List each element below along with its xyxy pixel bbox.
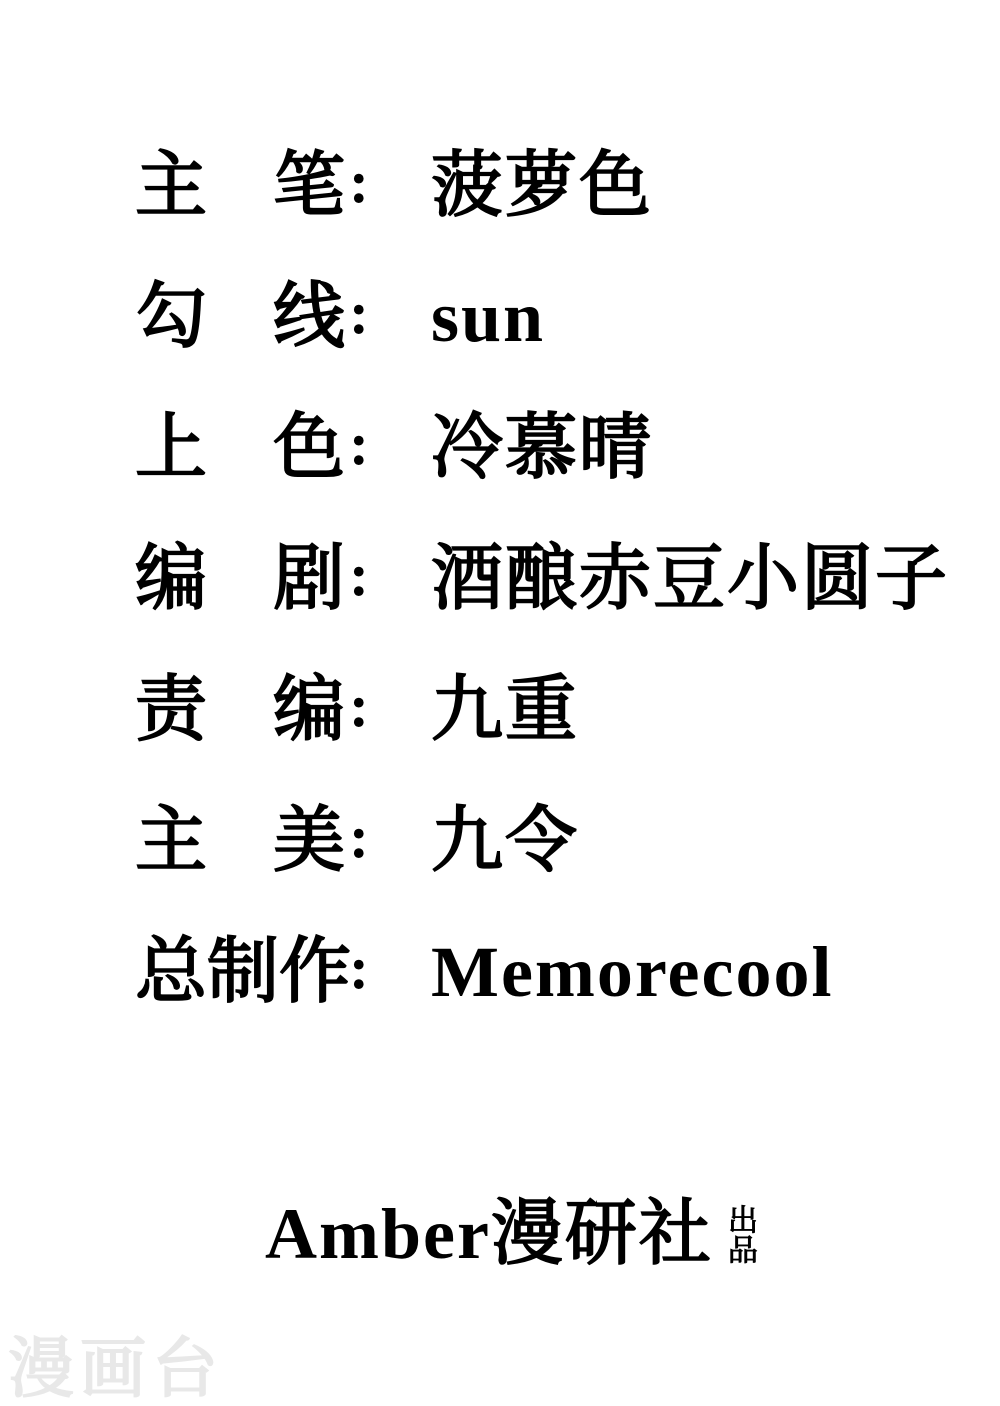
credit-row-main-artist: [135, 120, 965, 251]
credit-name: sun: [430, 276, 546, 357]
credit-colon: :: [349, 279, 369, 346]
credit-name: Memorecool: [430, 931, 834, 1012]
credit-colon: :: [349, 148, 369, 215]
credit-role-label: 总制作: [135, 931, 352, 1012]
credit-row-art-director: [135, 775, 965, 906]
credit-name: 菠萝色: [430, 145, 653, 226]
studio-signature: [265, 1194, 756, 1274]
credit-role-label: 责编: [135, 669, 345, 750]
credit-role-label: 上色: [135, 407, 345, 488]
credit-name: 九令: [430, 800, 579, 881]
manhuatai-watermark: 漫画台: [8, 1333, 224, 1406]
credit-row-chief-production: [135, 906, 965, 1037]
credits-list: [135, 120, 965, 1037]
credit-colon: :: [349, 934, 369, 1001]
credit-row-editor: [135, 644, 965, 775]
credit-colon: :: [349, 672, 369, 739]
credit-row-line-art: [135, 251, 965, 382]
credit-colon: :: [349, 410, 369, 477]
credit-row-coloring: [135, 382, 965, 513]
credit-role-label: 主笔: [135, 145, 345, 226]
credit-name: 冷慕晴: [430, 407, 653, 488]
credit-name: 酒酿赤豆小圆子: [430, 538, 949, 619]
credit-role-label: 勾线: [135, 276, 345, 357]
credit-row-screenwriter: [135, 513, 965, 644]
credit-name: 九重: [430, 669, 579, 750]
studio-name: Amber漫研社: [265, 1194, 713, 1274]
credit-colon: :: [349, 541, 369, 608]
studio-presents-label: 出品: [722, 1204, 756, 1264]
credit-role-label: 主美: [135, 800, 345, 881]
credit-colon: :: [349, 803, 369, 870]
credit-role-label: 编剧: [135, 538, 345, 619]
